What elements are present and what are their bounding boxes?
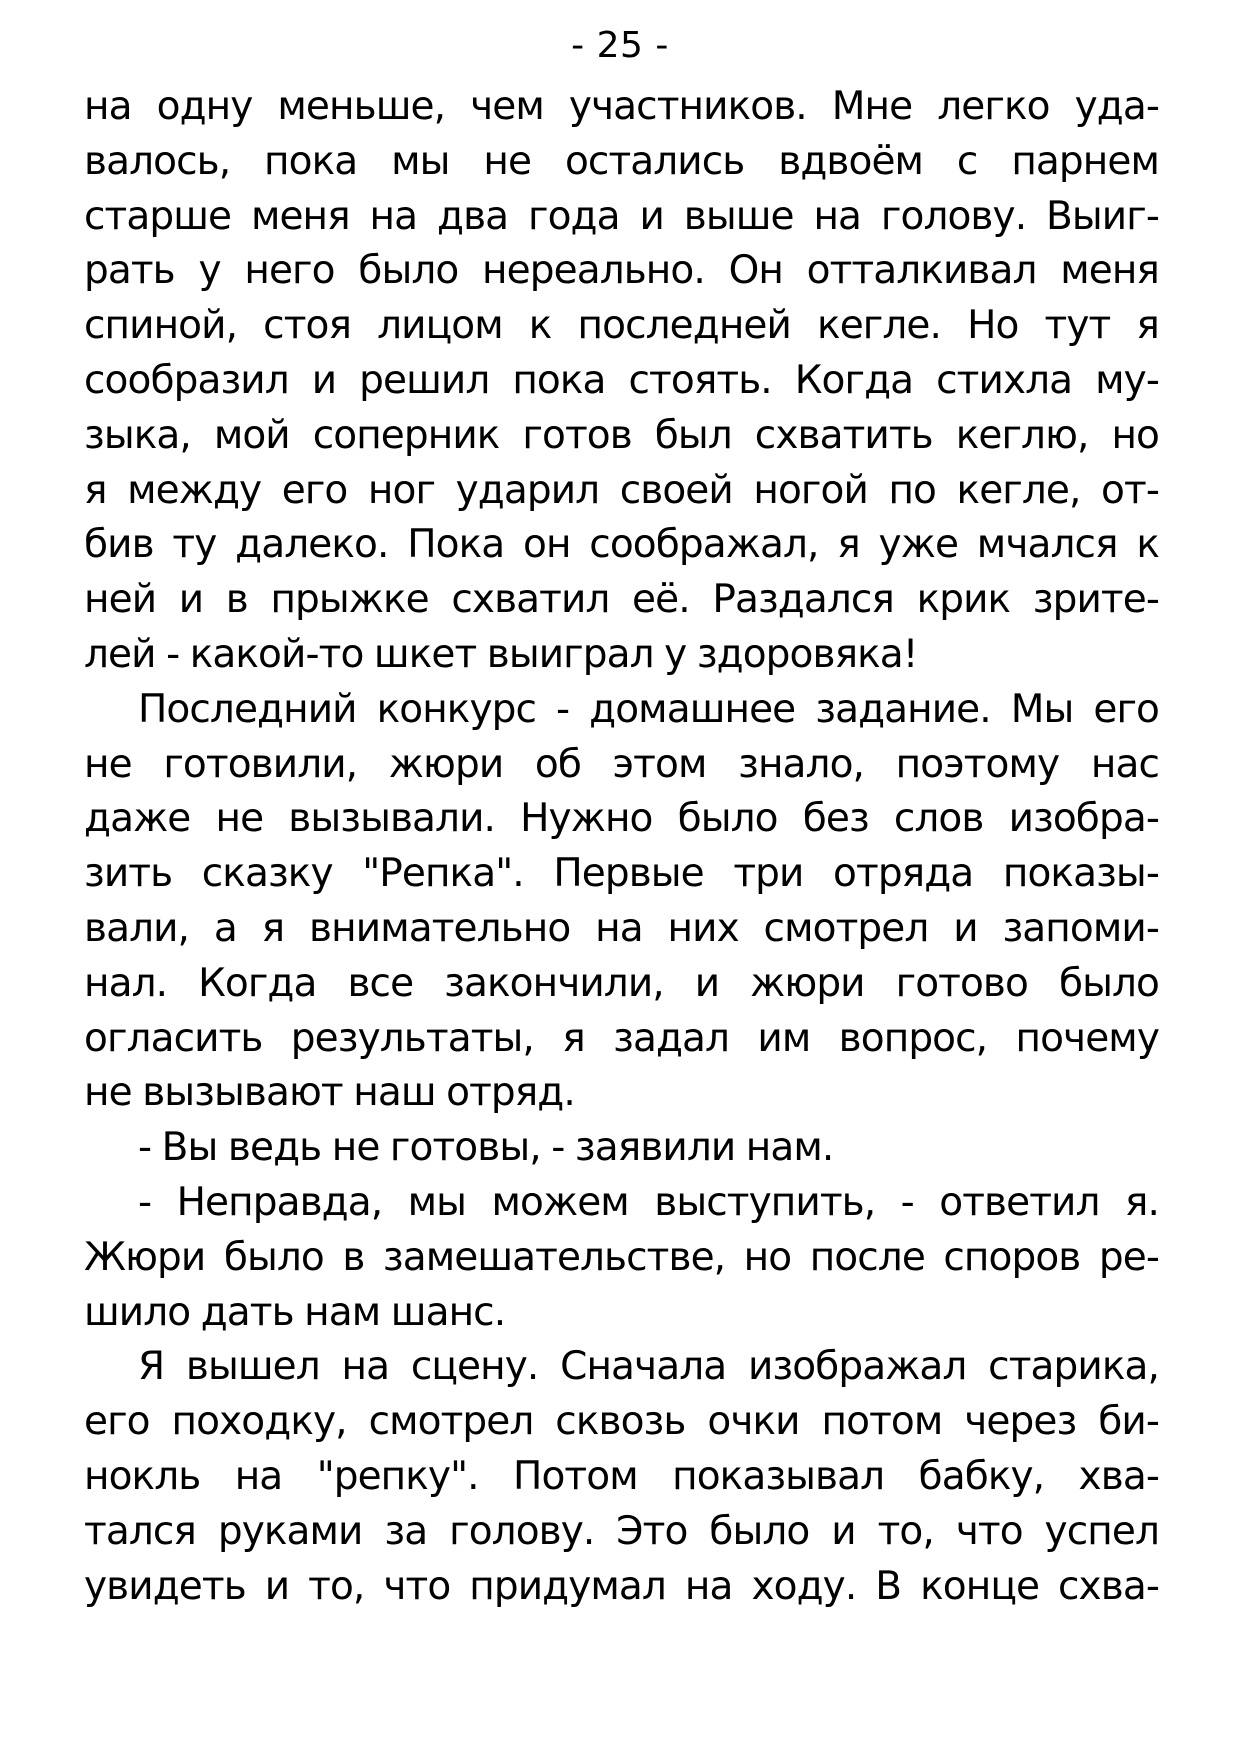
text-line: - Вы ведь не готовы, - заявили нам. — [138, 1125, 834, 1171]
text-line: тался руками за голову. Это было и то, что успел — [84, 1508, 1159, 1554]
text-line: не готовили, жюри об этом знало, поэтому нас — [84, 741, 1159, 787]
text-line: старше меня на два года и выше на голову. Выиг- — [84, 193, 1159, 239]
text-line: увидеть и то, что придумал на ходу. В конце схва- — [84, 1563, 1159, 1609]
text-line: на одну меньше, чем участников. Мне легко уда- — [84, 84, 1159, 129]
text-line: валось, пока мы не остались вдвоём с парнем — [84, 138, 1159, 184]
text-line: я между его ног ударил своей ногой по кегле, от- — [84, 467, 1159, 513]
text-line: лей - какой-то шкет выиграл у здоровяка! — [84, 631, 918, 677]
text-line: даже не вызывали. Нужно было без слов изобра- — [84, 796, 1159, 842]
text-line: огласить результаты, я задал им вопрос, почему — [84, 1015, 1159, 1061]
text-line: бив ту далеко. Пока он соображал, я уже мчался к — [84, 522, 1159, 568]
text-line: рать у него было нереально. Он отталкивал меня — [84, 248, 1159, 294]
text-line: Последний конкурс - домашнее задание. Мы его — [138, 686, 1159, 732]
text-line: ней и в прыжке схватил её. Раздался крик зрите- — [84, 577, 1159, 623]
text-line: зыка, мой соперник готов был схватить кеглю, но — [84, 412, 1159, 458]
text-line: Я вышел на сцену. Сначала изображал старика, — [138, 1344, 1159, 1390]
text-line: спиной, стоя лицом к последней кегле. Но тут я — [84, 303, 1159, 349]
text-line: зить сказку "Репка". Первые три отряда показы- — [84, 851, 1159, 897]
text-line: нокль на "репку". Потом показывал бабку, хва- — [84, 1453, 1159, 1499]
text-line: сообразил и решил пока стоять. Когда стихла му- — [84, 357, 1159, 403]
page-number: - 25 - — [571, 25, 669, 66]
text-line: не вызывают наш отряд. — [84, 1070, 575, 1116]
text-line: - Неправда, мы можем выступить, - ответил я. — [138, 1179, 1159, 1225]
text-body — [84, 80, 1159, 1614]
text-line: шило дать нам шанс. — [84, 1289, 506, 1335]
text-line: вали, а я внимательно на них смотрел и запоми- — [84, 905, 1159, 951]
text-line: его походку, смотрел сквозь очки потом через би- — [84, 1399, 1159, 1445]
text-line: Жюри было в замешательстве, но после споров ре- — [84, 1234, 1159, 1280]
text-line: нал. Когда все закончили, и жюри готово было — [84, 960, 1159, 1006]
